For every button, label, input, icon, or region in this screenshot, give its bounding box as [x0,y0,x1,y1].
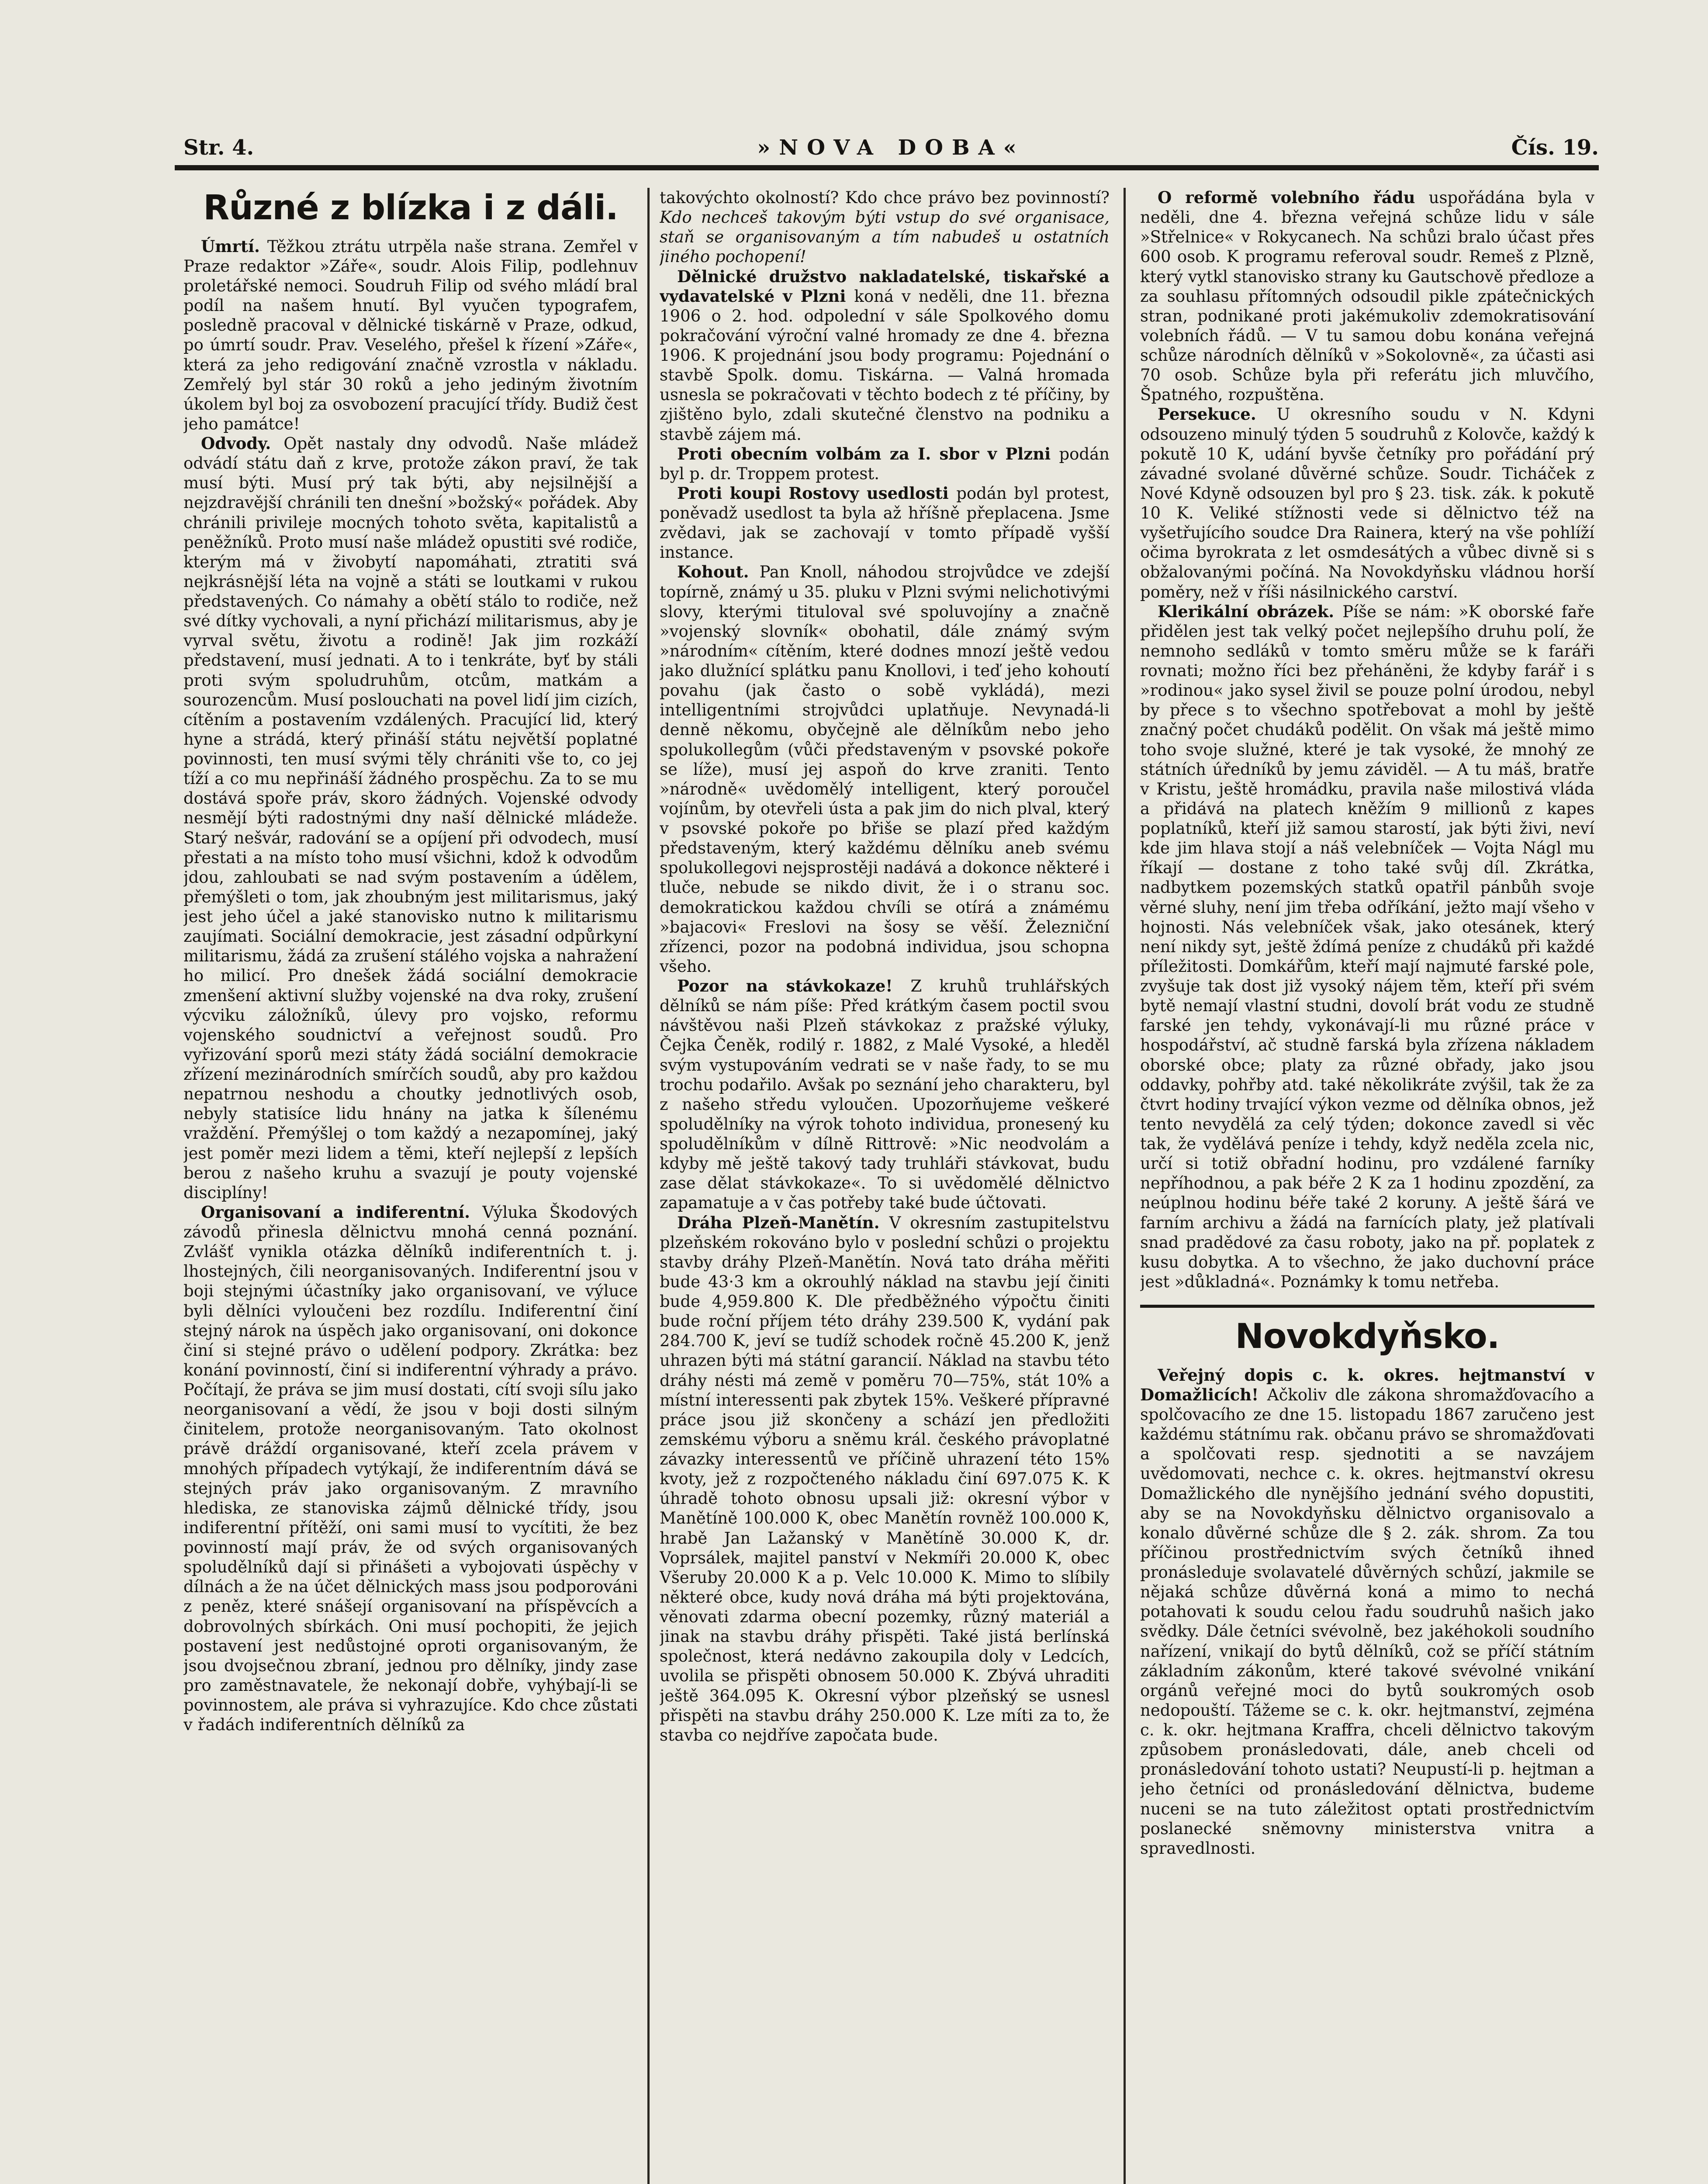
article-druzstvo [660,267,1110,444]
column-1 [183,188,638,2184]
section-rule [1140,1305,1594,1308]
article-head: Dráha Plzeň-Manětín. [677,1213,889,1232]
article-umrti [183,237,638,434]
page-number: Str. 4. [183,135,254,160]
column-3 [1140,188,1594,2184]
article-head: Odvody. [201,434,284,453]
article-klerikalni [1140,602,1594,1292]
article-head: Kohout. [677,562,760,582]
column-divider [647,188,650,2184]
page-header [183,131,1599,166]
article-head: Proti koupi Rostovy usedlosti [677,483,957,503]
article-draha [660,1213,1110,1745]
article-odvody [183,434,638,1203]
article-head: Úmrtí. [201,236,267,256]
issue-number: Čís. 19. [1511,135,1599,160]
article-obecni-volby [660,444,1110,484]
article-kohout [660,562,1110,976]
article-head: Proti obecním volbám za I. sbor v Plzni [677,444,1059,463]
newspaper-title: »NOVA DOBA« [757,135,1025,160]
article-text: Ačkoliv dle zákona shromažďovacího a spolčovacího ze dne 15. listopadu 1867 zaručeno jest každému státnímu rak. občanu právo se shromažďovati a spolčovati resp. sjednotiti a se navzájem uvědomovati, nechce c. k. okres. hejtmanství okresu Domažlického dle nynějšího jednání svého dopustiti, aby se na Novokdyňsku dělnictvo organisovalo a konalo důvěrné schůze dle § 2. zák. shrom. Za tou příčinou prostřednictvím svých četníků ihned pronásleduje svolavatelé důvěrných schůzí, jakmile se nějaká schůze důvěrná koná a mimo to nechá potahovati k soudu celou řadu soudruhů našich jako svědky. Dále četníci svévolně, bez jakéhokoli soudního nařízení, vnikají do bytů dělníků, což se příčí státním základním zákonům, které takové svévolné vnikání orgánů veřejné moci do bytů soukromých osob nedopouští. Tážeme se c. k. okr. hejtmanství, zejména c. k. okr. hejtmana Kraffra, chceli dělnictvo takovým způsobem pronásledovati, dále, aneb chceli od pronásledování tohoto ustati? Neupustí-li p. hejtman a jeho četníci od pronásledování dělnictva, budeme nuceni se na tuto záležitost optati prostřednictvím poslanecké sněmovny ministerstva vnitra a spravedlnosti. [1140,1385,1594,1858]
article-head: Klerikální obrázek. [1158,601,1343,621]
article-text: koná v neděli, dne 11. března 1906 o 2. hod. odpolední v sále Spolkového domu pokračování výroční valné hromady ze dne 4. března 1906. K projednání jsou body programu: Pojednání o stavbě Spolk. domu. Tiskárna. — Valná hromada usnesla se pokračovati v těchto bodech z té příčiny, by zjištěno bylo, zdali skutečné členstvo na podniku a stavbě zájem má. [660,287,1110,444]
article-reforma [1140,188,1594,404]
article-head: Dělnické družstvo nakladatelské, tiskařské a vydavatelské v Plzni [660,266,1110,306]
article-head: Veřejný dopis c. k. okres. hejtmanství v Domažlicích! [1140,1365,1594,1404]
article-text: Pan Knoll, náhodou strojvůdce ve zdejší topírně, známý u 35. pluku v Plzni svými nelichotivými slovy, kterými tituloval své spoluvojíny a značně »vojenský slovník« obohatil, dále známý svým »národním« cítěním, které dodnes mnozí ještě vedou jako dlužnící splátku panu Knollovi, i teď jeho kohoutí povahu (jak často o sobě vykládá), mezi intelligentními strojvůdci uplatňuje. Nevynadá-li denně někomu, obyčejně ale dělníkům nebo jeho spolukollegům (vůči představeným v psovské pokoře se líže), musí jej aspoň do krve zraniti. Tento »národně« uvědomělý intelligent, který poroučel vojínům, by otevřeli ústa a pak jim do nich plval, který v psovské pokoře po břiše se plazí před každým představeným, který každému dělníku aneb svému spolukollegovi nejsprostěji nadává a dokonce některé i tluče, nebude se nikdo divit, že i o stranu soc. demokratickou každou chvíli se otírá a známému »bajacovi« Freslovi na šosy se věší. Železniční zřízenci, pozor na podobná individua, jsou schopna všeho. [660,563,1110,976]
article-rostova-usedlost [660,484,1110,563]
article-text: uspořádána byla v neděli, dne 4. března veřejná schůze lidu v sále »Střelnice« v Rokycanech. Na schůzi bralo účast přes 600 osob. K programu referoval soudr. Remeš z Plzně, který vytkl stanovisko strany ku Gautschově předloze a za souhlasu přítomných odsoudil pikle zpátečnických stran, podnikané proti jakémukoliv zdemokratisování volebních řádů. — V tu samou dobu konána veřejná schůze národních dělníků v »Sokolovně«, za účasti asi 70 osob. Schůze byla při referátu jich mluvčího, Špatného, rozpuštěna. [1140,188,1594,404]
article-organisovani [183,1203,638,1735]
article-text: Výluka Škodových závodů přinesla dělnictvu mnohá cenná poznání. Zvlášť vynikla otázka dělníků indiferentních t. j. lhostejných, čili neorganisovaných. Indiferentní jsou v boji stejnými účastníky jako organisovaní, ve výluce byli dělníci vyloučeni bez rozdílu. Indiferentní činí stejný nárok na úspěch jako organisovaní, oni dokonce činí si stejné právo o udělení podpory. Zkrátka: bez konání povinností, činí si indiferentní výhrady a právo. Počítají, že práva se jim musí dostati, cítí svoji sílu jako neorganisovaní a vědí, že jsou v boji dosti silným činitelem, protože neorganisovaným. Tato okolnost právě dráždí organisované, kteří zcela právem v mnohých případech vytýkají, že indiferentním dává se stejných práv jako organisovaným. Z mravního hlediska, ze stanoviska zájmů dělnické třídy, jsou indiferentní přítěží, oni sami musí to vycítiti, že bez povinností mají práv, že od svých organisovaných spoludělníků dají si přinášeti a vybojovati úspěchy v dílnách a že na účet dělnických mass jsou podporováni z peněz, které snášejí organisovaní na příspěvcích a dobrovolných sbírkách. Oni musí pochopiti, že jejich postavení jest nedůstojné oproti organisovaným, že jsou dvojsečnou zbraní, jednou pro dělníky, jindy zase pro zaměstnavatele, že nekonají dobře, vyhýbají-li se povinnostem, ale práva si vyhrazujíce. Kdo chce zůstati v řadách indiferentních dělníků za [183,1203,638,1735]
column-divider [1124,188,1126,2184]
article-text: podán byl protest, poněvadž usedlost ta byla až hříšně přeplacena. Jsme zvědavi, jak se zachovají v tomto případě vyšší instance. [660,484,1110,562]
article-text: podán byl p. dr. Troppem protest. [660,444,1110,483]
article-persekuce [1140,404,1594,601]
article-text: Z kruhů truhlářských dělníků se nám píše: Před krátkým časem poctil svou návštěvou naši Plzeň stávkokaz z pražské výluky, Čejka Čeněk, rodilý r. 1882, z Malé Vysoké, a hleděl svým vystupováním vedrati se v naše řady, to se mu trochu podařilo. Avšak po seznání jeho charakteru, byl z našeho středu vyloučen. Upozorňujeme veškeré spoludělníky na výrok tohoto individua, pronesený ku spoludělníkům v dílně Rittrově: »Nic neodvolám a kdyby mě ještě takový tady truhláři stávkovat, budu zase dělat stávkokaze«. To si uvědomělé dělnictvo zapamatuje a v čas potřeby také bude účtovati. [660,977,1110,1213]
article-stavkokaze [660,976,1110,1213]
article-italic-text: Kdo nechceš takovým býti vstup do své organisace, staň se organisovaným a tím nabudeš u ostatních jiného pochopení! [660,208,1110,266]
article-head: Pozor na stávkokaze! [677,976,911,995]
article-text: V okresním zastupitelstvu plzeňském rokováno bylo v poslední schůzi o projektu stavby dráhy Plzeň-Manětín. Nová tato dráha měřiti bude 43·3 km a okrouhlý náklad na stavbu její činiti bude 4,959.800 K. Dle předběžného výpočtu činiti bude roční příjem této dráhy 239.500 K, vydání pak 284.700 K, jeví se tudíž schodek ročně 45.200 K, jenž uhrazen býti má státní garancií. Náklad na stavbu této dráhy nésti má země v poměru 70—75%, stát 10% a místní interessenti pak zbytek 15%. Veškeré přípravné práce jsou již skončeny a schází jen předložiti zemskému výboru a sněmu král. českého právoplatné závazky interessentů ve příčině uhrazení této 15% kvoty, jež z rozpočteného nákladu činí 697.075 K. K úhradě tohoto obnosu upsali již: okresní výbor v Manětíně 100.000 K, obec Manětín rovněž 100.000 K, hrabě Jan Lažanský v Manětíně 30.000 K, dr. Voprsálek, majitel panství v Nekmíři 20.000 K, obec Všeruby 20.000 K a p. Velc 10.000 K. Mimo to slíbily některé obce, kudy nová dráha má býti projektována, věnovati zdarma obecní pozemky, různý materiál a jinak na stavbu dráhy přispěti. Také jistá berlínská společnost, která nedávno zakoupila doly v Ledcích, uvolila se přispěti obnosem 50.000 K. Zbývá uhraditi ještě 364.095 K. Okresní výbor plzeňský se usnesl přispěti na stavbu dráhy 250.000 K. Lze míti za to, že stavba co nejdříve započata bude. [660,1213,1110,1745]
article-head: Organisovaní a indiferentní. [201,1202,483,1222]
article-text: takovýchto okolností? Kdo chce právo bez povinností? [660,188,1110,207]
column-2 [660,188,1110,2184]
article-text: Píše se nám: »K oborské faře přidělen jest tak velký počet nejlepšího druhu polí, že nemnoho sedláků v tomto směru může se k faráři rovnati; možno říci bez přeháněni, že kdyby farář i s »rodinou« jako sysel živil se pouze polní úrodou, nebyl by přece s to všechno spotřebovat a mohl by ještě značný počet chudáků podělit. On však má ještě mimo toho svoje služné, které je tak vysoké, že mnohý ze státních úředníků by jemu záviděl. — A tu máš, bratře v Kristu, ještě hromádku, pravila naše milostivá vláda a přidává na platech kněžím 9 millionů z kapes poplatníků, kteří již samou starostí, jak býti živi, neví kde jim hlava stojí a náš velebníček — Vojta Nágl mu říkají — dostane z toho také svůj díl. Zkrátka, nadbytkem pozemských statků opatřil pánbůh svoje věrné sluhy, není jim třeba odříkání, ježto mají všeho v hojnosti. Nás velebníček však, jako otesánek, který není nikdy syt, ještě ždímá peníze z chudáků při každé příležitosti. Domkářům, kteří mají najmuté farské pole, zvyšuje tak dost již vysoký nájem těm, kteří při svém bytě nemají vlastní studni, dovolí brát vodu ze studně farské jen tehdy, vykonávají-li mu různé práce v hospodářství, ač studně farská byla zřízena nákladem oborské obce; platy za různé obřady, jako jsou oddavky, pohřby atd. také několikráte zvýšil, tak že za čtvrt hodiny trvající výkon vezme od dělníka obnos, jež tento nevydělá za celý týden; dokonce zavedl si věc tak, že vydělává peníze i tehdy, když neděla zcela nic, určí si totiž obřadní hodinu, pro vzdálené farníky nepříhodnou, a pak béře 2 K za 1 hodinu zpozdění, za neúplnou hodinu béře také 2 koruny. A ještě šárá ve farním archivu a žádá na farnících platy, jež platívali snad pradědové za času roboty, jako na př. poplatek z kusu dobytka. A to všechno, že jako duchovní práce jest »důkladná«. Poznámky k tomu netřeba. [1140,602,1594,1291]
section-title: Novokdyňsko. [1235,1317,1500,1356]
article-text: U okresního soudu v N. Kdyni odsouzeno minulý týden 5 soudruhů z Kolovče, každý k pokutě 10 K, udání byvše četníky pro pořádání prý závadné svolané důvěrné schůze. Soudr. Ticháček z Nové Kdyně odsouzen byl pro § 23. tisk. zák. k pokutě 10 K. Veliké stížnosti vede si dělnictvo též na vyšetřujícího soudce Dra Rainera, který na vše pohlíží očima byrokrata z let osmdesátých a vůbec divně si s obžalovanými počíná. Na Novokdyňsku vládnou horší poměry, než v říši násilnického carství. [1140,405,1594,601]
article-verejny-dopis [1140,1365,1594,1858]
article-head: Persekuce. [1158,404,1277,424]
section-title: Různé z blízka i z dáli. [203,188,618,228]
article-text: Těžkou ztrátu utrpěla naše strana. Zemřel v Praze redaktor »Záře«, soudr. Alois Filip, podlehnuv proletářské nemoci. Soudruh Filip od svého mládí bral podíl na našem hnutí. Byl vyučen typografem, posledně pracoval v dělnické tiskárně v Praze, odkud, po úmrtí soudr. Prav. Veselého, přešel k řízení »Záře«, která za jeho redigování značně vzrostla v nákladu. Zemřelý byl stár 30 roků a jeho jediným životním úkolem byl boj za osvobození pracující třídy. Budiž čest jeho památce! [183,237,638,433]
article-head: O reformě volebního řádu [1158,188,1429,207]
article-continuation [660,188,1110,267]
article-text: Opět nastaly dny odvodů. Naše mládež odvádí státu daň z krve, protože zákon praví, že tak musí býti. Musí prý tak býti, aby nejsilnější a nejzdravější chránili ten dnešní »božský« pořádek. Aby chránili privileje mocných tohoto světa, kapitalistů a peněžníků. Proto musí naše mládež opustiti své rodiče, kterým má v živobytí napomáhati, ztratiti svá nejkrásnější léta na vojně a státi se loutkami v rukou představených. Co námahy a obětí stálo to rodiče, než své dítky vychovali, a nyní přichází militarismus, aby je vyrval světu, životu a rodině! Jak jim rozkáží představení, musí jednati. A to i tenkráte, byť by stáli proti svým spoludruhům, otcům, matkám a sourozencům. Musí poslouchati na povel lidí jim cizích, cítěním a postavením vzdálených. Pracující lid, který hyne a strádá, který přináší státu největší poplatné povinnosti, ten musí svými těly chrániti vše to, co jej tíží a co mu nepřináší žádného prospěchu. Za to se mu dostává spoře práv, skoro žádných. Vojenské odvody nesmějí býti radostnými dny naší dělnické mládeže. Starý nešvár, radování se a opíjení při odvodech, musí přestati a na místo toho musí všichni, kdož k odvodům jdou, zahloubati se nad svým postavením a údělem, přemýšleti o tom, jak zhoubným jest militarismus, jaký jest jeho účel a jaké stanovisko nutno k militarismu zaujímati. Sociální demokracie, jest zásadní odpůrkyní militarismu, žádá za zrušení stálého vojska a nahražení ho milicí. Pro dnešek žádá sociální demokracie zmenšení aktivní služby vojenské na dva roky, zrušení výcviku záložníků, úlevy pro vojsko, reformu vojenského soudnictví a veřejnost soudů. Pro vyřizování sporů mezi státy žádá sociální demokracie zřízení mezinárodních smírčích soudů, aby pro každou nepatrnou neshodu a choutky jednotlivých osob, nebyly statisíce lidu hnány na jatka k šílenému vraždění. Přemýšlej o tom každý a nezapomínej, jaký jest poměr mezi lidem a těmi, kteří nejlepší z lepších berou z našeho kruhu a svazují je pouty vojenské disciplíny! [183,434,638,1202]
header-rule [175,165,1599,170]
